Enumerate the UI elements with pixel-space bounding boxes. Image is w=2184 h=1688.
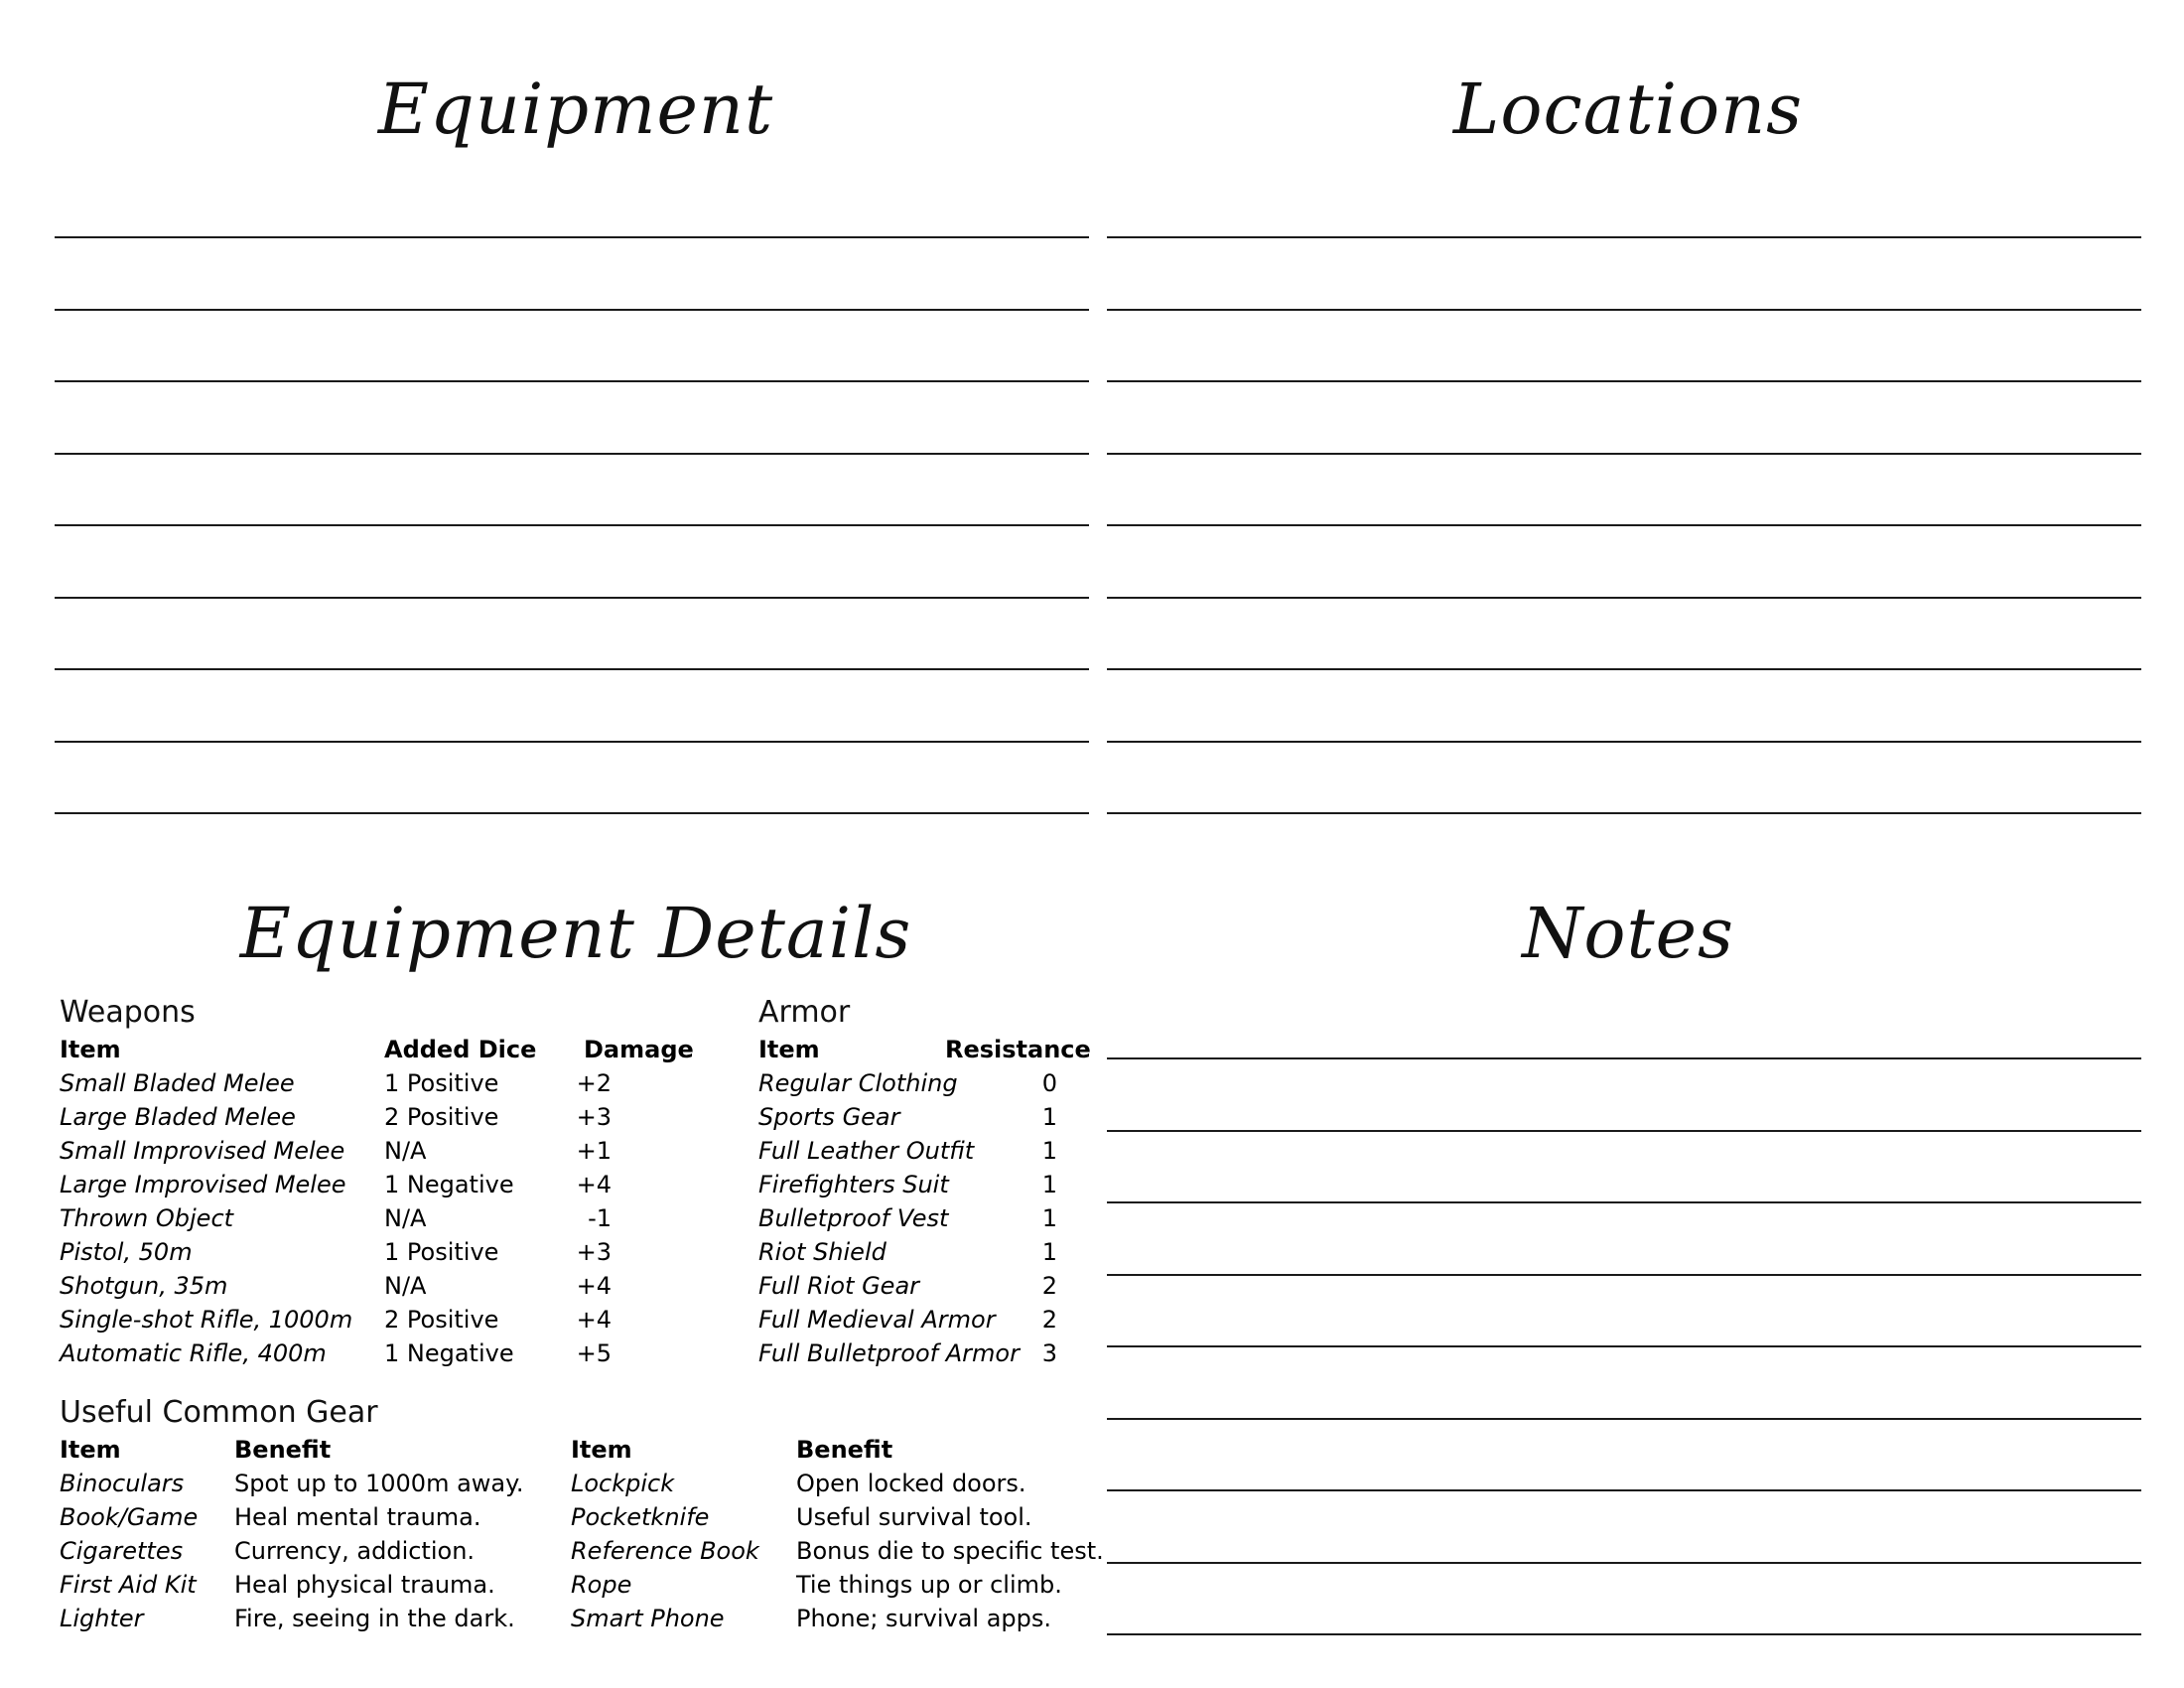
armor-item: Firefighters Suit [758, 1171, 949, 1198]
notes-line [1107, 1418, 2141, 1420]
armor-resistance: 2 [1041, 1272, 1057, 1300]
armor-heading: Armor [758, 995, 851, 1030]
weapon-added-dice: 1 Positive [384, 1069, 499, 1097]
equipment-line [55, 309, 1089, 311]
weapon-added-dice: 2 Positive [384, 1306, 499, 1334]
equipment-line [55, 597, 1089, 599]
weapon-damage: +4 [576, 1306, 612, 1334]
locations-line [1107, 524, 2141, 526]
notes-title: Notes [1522, 893, 1734, 974]
weapon-damage: +2 [576, 1069, 612, 1097]
armor-resistance: 3 [1041, 1339, 1057, 1367]
equipment-details-title: Equipment Details [239, 893, 912, 974]
equipment-line [55, 812, 1089, 814]
weapon-item: Automatic Rifle, 400m [60, 1339, 327, 1367]
gear-item: Cigarettes [60, 1537, 184, 1565]
armor-resistance: 0 [1041, 1069, 1057, 1097]
gear-heading: Useful Common Gear [60, 1395, 378, 1430]
armor-resistance: 1 [1041, 1103, 1057, 1131]
gear-benefit: Currency, addiction. [234, 1537, 476, 1565]
gear-benefit: Heal physical trauma. [234, 1571, 495, 1599]
locations-line [1107, 741, 2141, 743]
weapon-damage: +4 [576, 1272, 612, 1300]
weapon-damage: +4 [576, 1171, 612, 1198]
gear-benefit: Open locked doors. [796, 1470, 1026, 1497]
weapons-header-dice: Added Dice [384, 1036, 537, 1063]
weapon-item: Single-shot Rifle, 1000m [60, 1306, 353, 1334]
gear-item: Reference Book [571, 1537, 759, 1565]
armor-resistance: 1 [1041, 1238, 1057, 1266]
gear-item: Pocketknife [571, 1503, 710, 1531]
locations-line [1107, 380, 2141, 382]
locations-line [1107, 812, 2141, 814]
armor-resistance: 1 [1041, 1204, 1057, 1232]
gear-item: Rope [571, 1571, 632, 1599]
weapon-item: Thrown Object [60, 1204, 234, 1232]
armor-resistance: 1 [1041, 1137, 1057, 1165]
locations-line [1107, 597, 2141, 599]
armor-item: Full Bulletproof Armor [758, 1339, 1020, 1367]
locations-line [1107, 453, 2141, 455]
weapon-added-dice: 1 Negative [384, 1339, 514, 1367]
equipment-line [55, 668, 1089, 670]
notes-line [1107, 1562, 2141, 1564]
notes-line [1107, 1345, 2141, 1347]
weapon-item: Small Bladed Melee [60, 1069, 295, 1097]
weapon-item: Large Bladed Melee [60, 1103, 296, 1131]
armor-item: Full Medieval Armor [758, 1306, 996, 1334]
gear-benefit: Useful survival tool. [796, 1503, 1032, 1531]
armor-item: Riot Shield [758, 1238, 887, 1266]
gear-benefit: Phone; survival apps. [796, 1605, 1052, 1632]
gear-item: Lighter [60, 1605, 144, 1632]
armor-header-resistance: Resistance [945, 1036, 1091, 1063]
gear-header-item-2: Item [571, 1436, 632, 1464]
locations-line [1107, 309, 2141, 311]
weapon-item: Small Improvised Melee [60, 1137, 345, 1165]
armor-item: Sports Gear [758, 1103, 900, 1131]
weapon-damage: +3 [576, 1238, 612, 1266]
equipment-title: Equipment [377, 69, 774, 150]
weapon-added-dice: 1 Positive [384, 1238, 499, 1266]
gear-item: First Aid Kit [60, 1571, 197, 1599]
notes-line [1107, 1130, 2141, 1132]
weapon-added-dice: N/A [384, 1137, 427, 1165]
weapon-item: Pistol, 50m [60, 1238, 193, 1266]
gear-header-benefit-2: Benefit [796, 1436, 893, 1464]
equipment-line [55, 380, 1089, 382]
equipment-line [55, 453, 1089, 455]
weapon-damage: +1 [576, 1137, 612, 1165]
armor-item: Full Leather Outfit [758, 1137, 975, 1165]
gear-benefit: Heal mental trauma. [234, 1503, 481, 1531]
weapon-item: Shotgun, 35m [60, 1272, 228, 1300]
gear-benefit: Bonus die to specific test. [796, 1537, 1104, 1565]
weapon-added-dice: N/A [384, 1204, 427, 1232]
armor-item: Bulletproof Vest [758, 1204, 949, 1232]
armor-header-item: Item [758, 1036, 820, 1063]
notes-line [1107, 1633, 2141, 1635]
gear-header-item-1: Item [60, 1436, 121, 1464]
notes-line [1107, 1489, 2141, 1491]
gear-benefit: Spot up to 1000m away. [234, 1470, 524, 1497]
gear-benefit: Fire, seeing in the dark. [234, 1605, 515, 1632]
gear-item: Lockpick [571, 1470, 675, 1497]
weapon-added-dice: 2 Positive [384, 1103, 499, 1131]
weapon-added-dice: N/A [384, 1272, 427, 1300]
gear-item: Binoculars [60, 1470, 185, 1497]
weapons-header-damage: Damage [584, 1036, 694, 1063]
weapon-damage: +3 [576, 1103, 612, 1131]
armor-resistance: 2 [1041, 1306, 1057, 1334]
weapon-added-dice: 1 Negative [384, 1171, 514, 1198]
weapon-damage: -1 [588, 1204, 612, 1232]
armor-item: Regular Clothing [758, 1069, 958, 1097]
notes-line [1107, 1057, 2141, 1059]
weapon-item: Large Improvised Melee [60, 1171, 346, 1198]
notes-line [1107, 1201, 2141, 1203]
locations-title: Locations [1452, 69, 1804, 150]
armor-item: Full Riot Gear [758, 1272, 920, 1300]
gear-header-benefit-1: Benefit [234, 1436, 332, 1464]
locations-line [1107, 668, 2141, 670]
weapons-header-item: Item [60, 1036, 121, 1063]
gear-item: Smart Phone [571, 1605, 725, 1632]
equipment-line [55, 236, 1089, 238]
equipment-line [55, 741, 1089, 743]
weapon-damage: +5 [576, 1339, 612, 1367]
gear-benefit: Tie things up or climb. [796, 1571, 1062, 1599]
armor-resistance: 1 [1041, 1171, 1057, 1198]
weapons-heading: Weapons [60, 995, 196, 1030]
locations-line [1107, 236, 2141, 238]
gear-item: Book/Game [60, 1503, 199, 1531]
notes-line [1107, 1274, 2141, 1276]
equipment-line [55, 524, 1089, 526]
